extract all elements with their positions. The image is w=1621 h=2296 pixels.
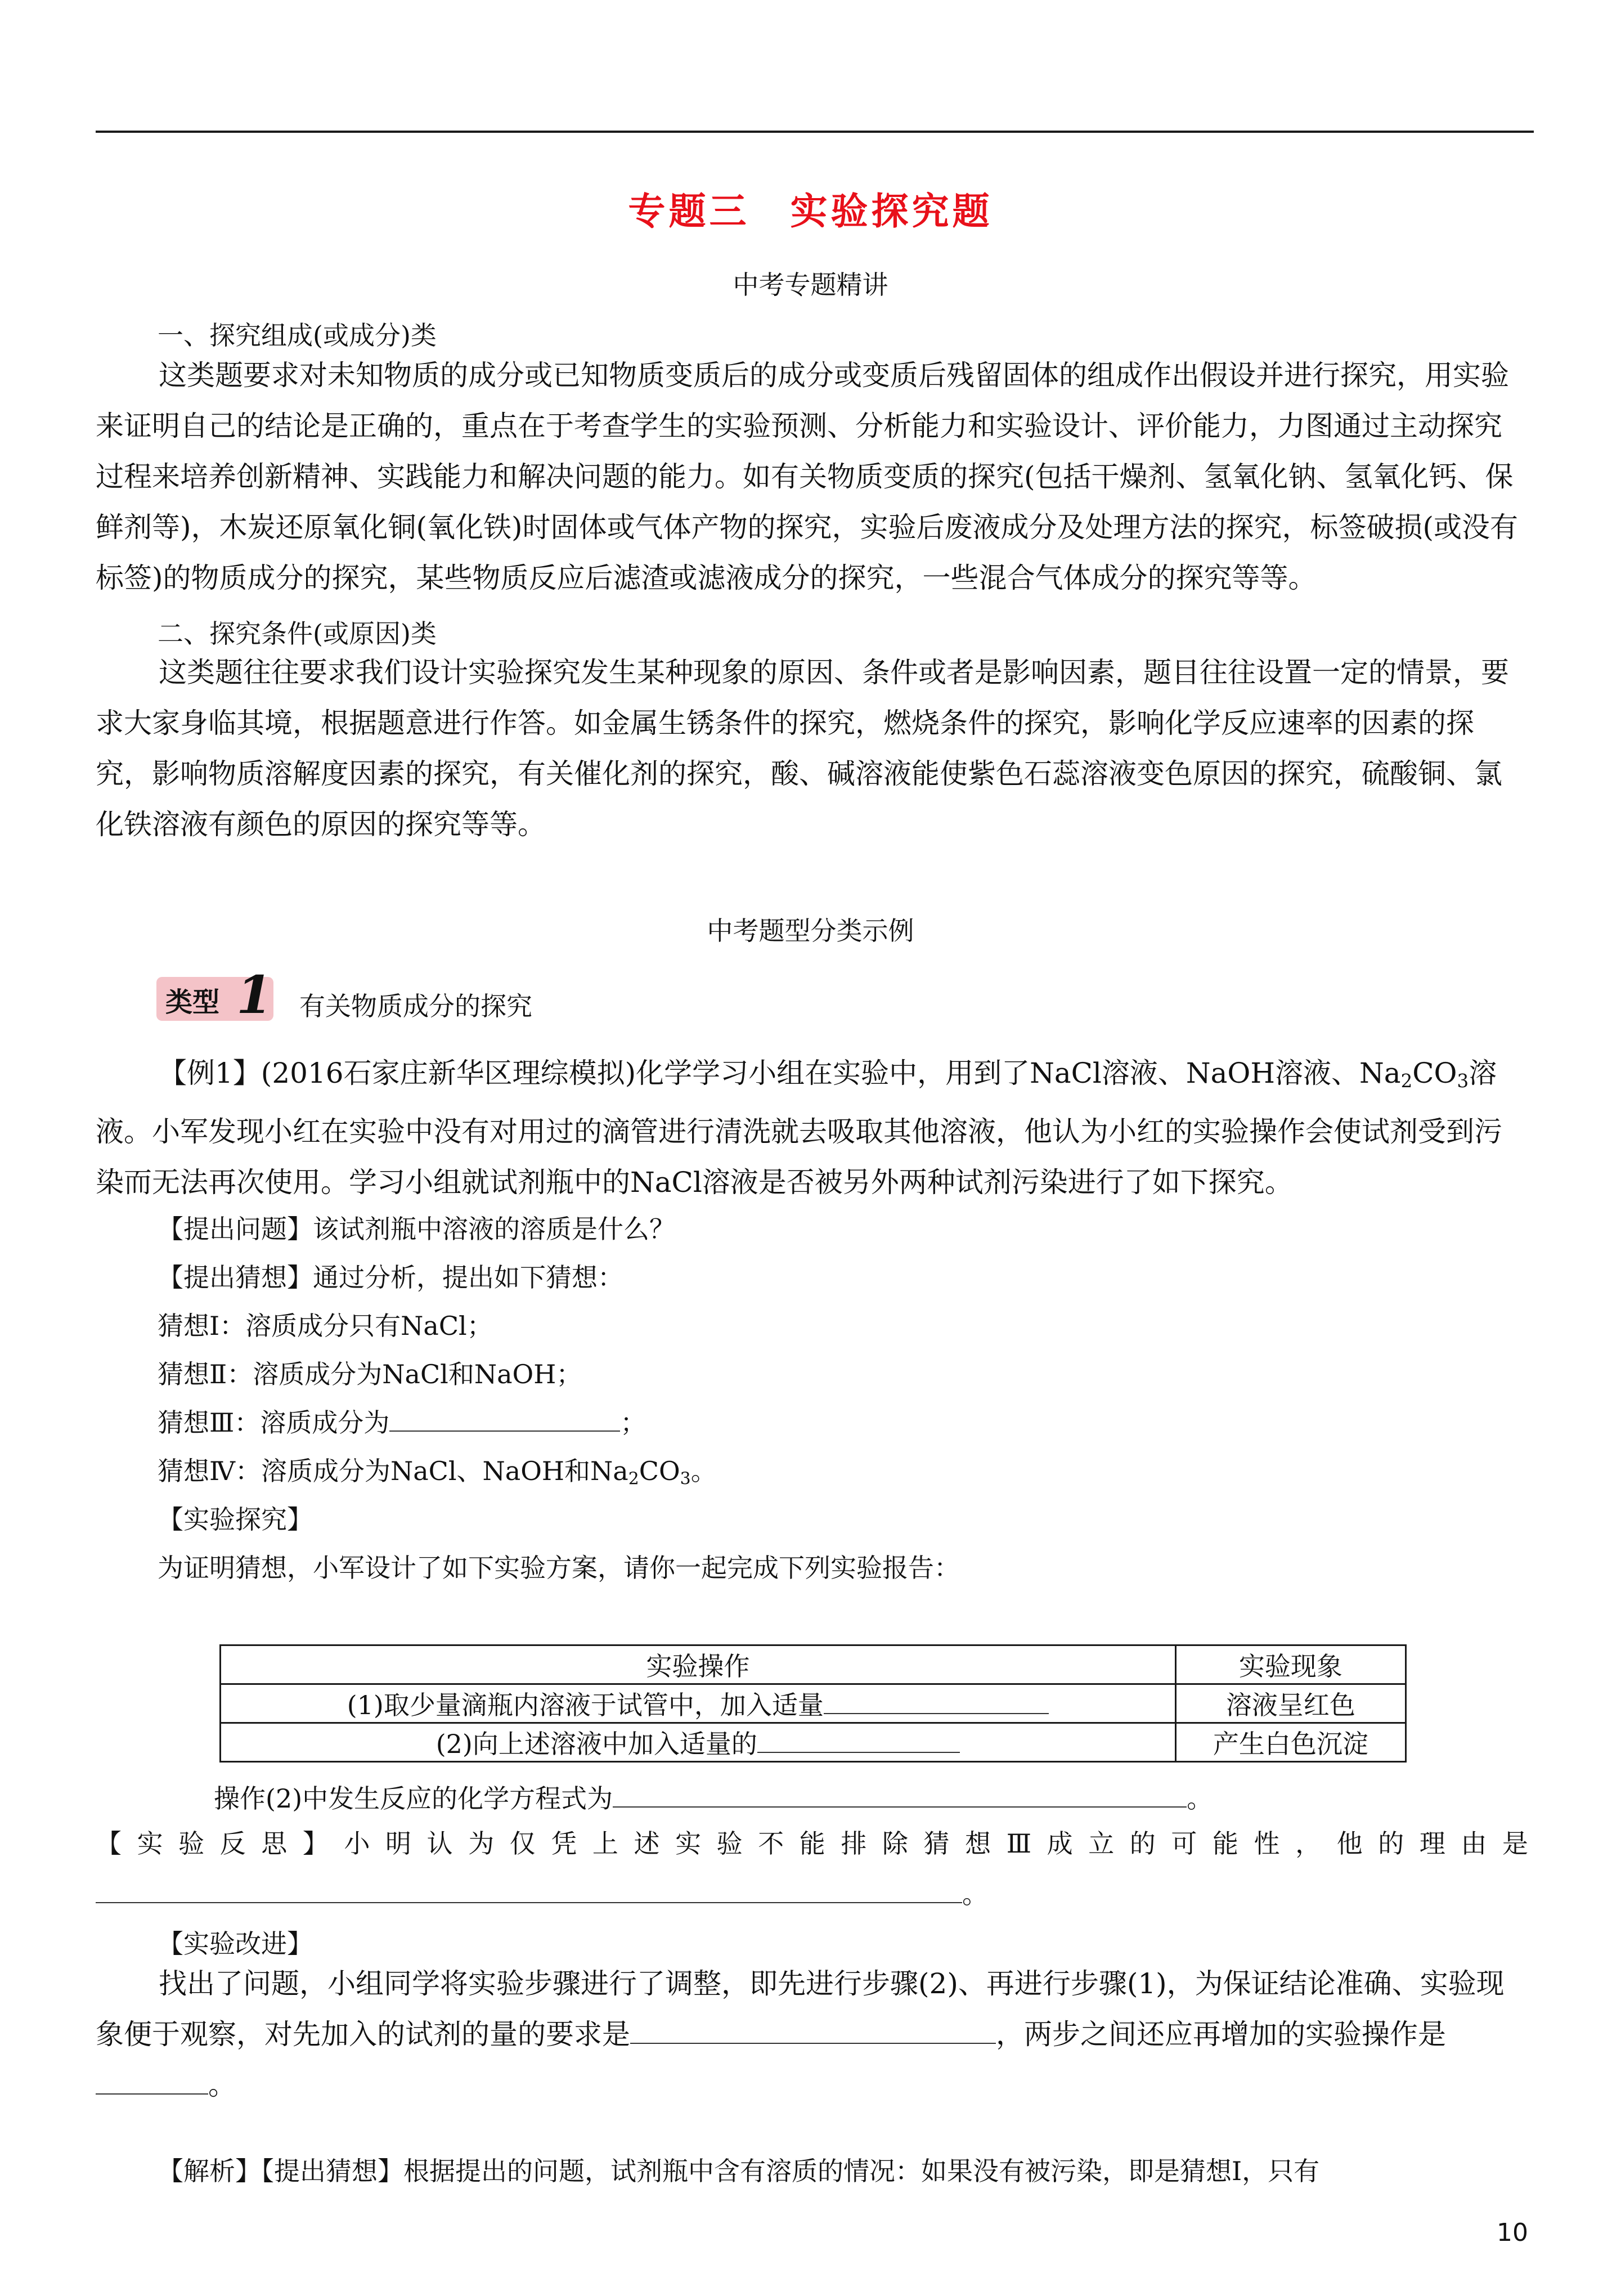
table-row — [221, 1684, 1406, 1723]
category-2-heading: 二、探究条件(或原因)类 — [158, 618, 437, 649]
type-badge — [156, 965, 273, 1025]
type-title: 有关物质成分的探究 — [299, 991, 532, 1021]
table-row — [221, 1723, 1406, 1762]
experiment-table — [219, 1644, 1407, 1763]
hypothesis-1: 猜想Ⅰ：溶质成分只有NaCl； — [158, 1311, 493, 1341]
experiment-intro: 为证明猜想，小军设计了如下实验方案，请你一起完成下列实验报告： — [158, 1553, 960, 1583]
improvement-body: 找出了问题，小组同学将实验步骤进行了调整，即先进行步骤(2)、再进行步骤(1)，为保证结论准确、实验现象便于观察，对先加入的试剂的量的要求是 ，两步之间还应再增加的实验操作是。 — [96, 1967, 1505, 2101]
row-1-blank — [824, 1713, 1049, 1714]
reflection-blank — [96, 1902, 962, 1903]
experiment-heading: 【实验探究】 — [158, 1504, 313, 1535]
type-badge-label: 类型 — [165, 986, 220, 1018]
row-1-operation: (1)取少量滴瓶内溶液于试管中，加入适量 — [221, 1684, 1176, 1723]
table-header-row — [221, 1645, 1406, 1684]
type-badge-number: 1 — [236, 965, 273, 1025]
raise-hypothesis: 【提出猜想】通过分析，提出如下猜想： — [158, 1262, 623, 1293]
section-heading-lecture: 中考专题精讲 — [733, 270, 888, 300]
category-1-heading: 一、探究组成(或成分)类 — [158, 320, 437, 351]
header-phenomenon: 实验现象 — [1175, 1645, 1406, 1684]
improvement-blank-1 — [630, 2043, 996, 2044]
row-2-result: 产生白色沉淀 — [1175, 1723, 1406, 1762]
raise-question: 【提出问题】该试剂瓶中溶液的溶质是什么？ — [158, 1214, 675, 1244]
category-2-body: 这类题往往要求我们设计实验探究发生某种现象的原因、条件或者是影响因素，题目往往设置一定的情景，要求大家身临其境，根据题意进行作答。如金属生锈条件的探究，燃烧条件的探究，影响化学反应速率的因素的探究，影响物质溶解度因素的探究，有关催化剂的探究，酸、碱溶液能使紫色石蕊溶液变色原因的探究，硫酸铜、氯化铁溶液有颜色的原因的探究等等。 — [96, 656, 1509, 841]
category-1-body: 这类题要求对未知物质的成分或已知物质变质后的成分或变质后残留固体的组成作出假设并进行探究，用实验来证明自己的结论是正确的，重点在于考查学生的实验预测、分析能力和实验设计、评价能力，力图通过主动探究过程来培养创新精神、实践能力和解决问题的能力。如有关物质变质的探究(包括干燥剂、氢氧化钠、氢氧化钙、保鲜剂等)，木炭还原氧化铜(氧化铁)时固体或气体产物的探究，实验后废液成分及处理方法的探究，标签破损(或没有标签)的物质成分的探究，某些物质反应后滤渣或滤液成分的探究，一些混合气体成分的探究等等。 — [96, 359, 1519, 594]
example-1-intro: 【例1】(2016石家庄新华区理综模拟)化学学习小组在实验中，用到了NaCl溶液、NaOH溶液、$Na_2CO_3$溶液。小军发现小红在实验中没有对用过的滴管进行清洗就去吸取其他溶液，他认为小红的实验操作会使试剂受到污染而无法再次使用。学习小组就试剂瓶中的NaCl溶液是否被另外两种试剂污染进行了如下探究。 — [96, 1057, 1502, 1199]
analysis-text: 【解析】【提出猜想】根据提出的问题，试剂瓶中含有溶质的情况：如果没有被污染，即是猜想Ⅰ，只有 — [158, 2156, 1320, 2186]
page-number: 10 — [1497, 2218, 1528, 2247]
reflection-answer: 。 — [96, 1874, 988, 1911]
hypothesis-2: 猜想Ⅱ：溶质成分为NaCl和NaOH； — [158, 1359, 582, 1389]
row-2-blank — [757, 1752, 960, 1753]
header-rule — [96, 131, 1534, 133]
hypothesis-3: 猜想Ⅲ：溶质成分为 ； — [158, 1407, 646, 1438]
header-operation: 实验操作 — [221, 1645, 1176, 1684]
row-1-result: 溶液呈红色 — [1175, 1684, 1406, 1723]
hypothesis-3-blank — [389, 1430, 620, 1432]
page-title: 专题三 实验探究题 — [628, 189, 993, 233]
hypothesis-4: 猜想Ⅳ：溶质成分为NaCl、NaOH和$Na_2CO_3$。 — [158, 1456, 717, 1489]
row-2-operation: (2)向上述溶液中加入适量的 — [221, 1723, 1176, 1762]
equation-blank — [613, 1806, 1187, 1808]
improvement-blank-2 — [96, 2093, 208, 2095]
improvement-heading: 【实验改进】 — [158, 1929, 313, 1959]
reflection: 【实验反思】小明认为仅凭上述实验不能排除猜想Ⅲ成立的可能性，他的理由是 — [96, 1828, 1528, 1859]
section-heading-examples: 中考题型分类示例 — [707, 916, 914, 946]
equation-line: 操作(2)中发生反应的化学方程式为 。 — [214, 1783, 1213, 1814]
